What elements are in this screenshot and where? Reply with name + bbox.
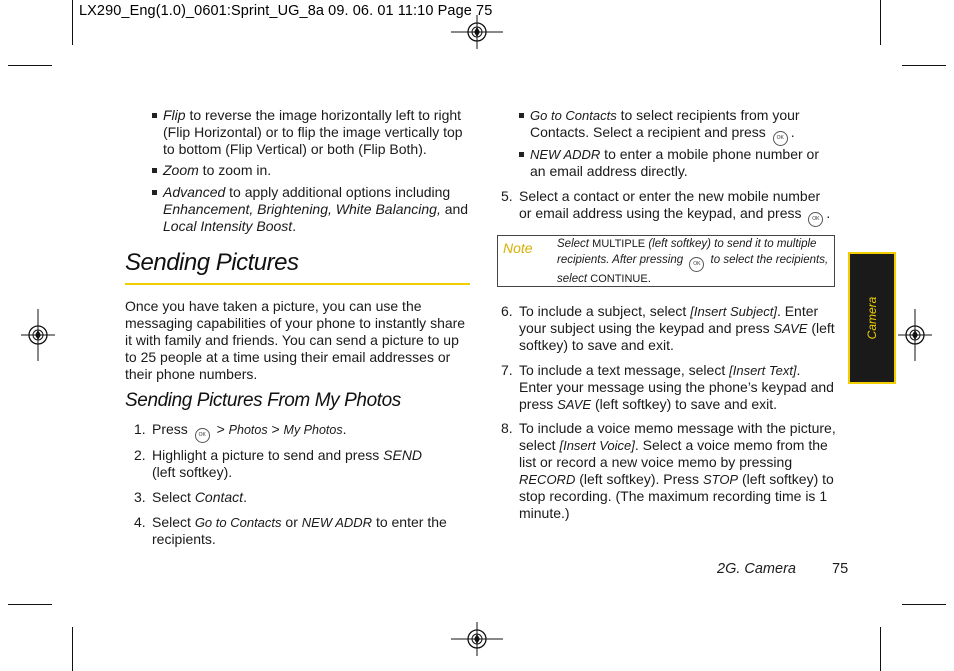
note-box: [497, 235, 835, 287]
registration-mark-icon: [451, 15, 503, 49]
bullet-icon: [519, 113, 524, 118]
step-item: 3. Select Contact.: [134, 489, 247, 505]
option-description: to zoom in.: [198, 162, 272, 178]
step-item: 8. To include a voice memo message with the picture, select [Insert Voice]. Select a voice memo from the list or record a new voice memo by pressing RECORD (left softkey). Press STOP (left softkey) to stop recording. (The maximum recording time is 1 minute.): [501, 420, 836, 521]
bullet-icon: [152, 113, 157, 118]
crop-mark: [880, 0, 881, 45]
list-item: Go to Contacts to select recipients from your Contacts. Select a recipient and press OK .: [519, 107, 837, 146]
option-name: Zoom: [163, 162, 199, 178]
note-label: Note: [503, 240, 533, 256]
option-name: Flip: [163, 107, 186, 123]
option-name: NEW ADDR: [530, 147, 601, 162]
heading-rule: [125, 283, 470, 285]
step-item: 2. Highlight a picture to send and press SEND (left softkey).: [134, 447, 423, 480]
registration-mark-icon: [898, 309, 932, 361]
bullet-icon: [519, 152, 524, 157]
list-item: [152, 162, 470, 179]
option-description: to reverse the image horizontally left to right (Flip Horizontal) or to flip the image vertically top to bottom (Flip Vertical) or both (Flip Both).: [163, 107, 463, 157]
bullet-icon: [152, 168, 157, 173]
section-heading: Sending Pictures: [125, 249, 299, 276]
step-item: 6. To include a subject, select [Insert Subject]. Enter your subject using the keypad and press SAVE (left softkey) to save and exit.: [501, 303, 835, 353]
subsection-heading: Sending Pictures From My Photos: [125, 390, 401, 411]
section-tab-label: Camera: [865, 296, 879, 340]
step-item: 7. To include a text message, select [Insert Text]. Enter your message using the phone’s keypad and press SAVE (left softkey) to save and exit.: [501, 362, 834, 412]
option-name: Go to Contacts: [530, 108, 617, 123]
step-item: 5. Select a contact or enter the new mobile number or email address using the keypad, and press OK .: [501, 188, 836, 227]
intro-paragraph: Once you have taken a picture, you can use the messaging capabilities of your phone to instantly share it with family and friends. You can send a picture to up to 25 people at a time using their email addresses or their phone numbers.: [125, 298, 466, 382]
page-number: 75: [832, 561, 849, 577]
crop-mark: [902, 604, 946, 605]
step-item: 4. Select Go to Contacts or NEW ADDR to enter the recipients.: [134, 514, 447, 547]
note-text: Select MULTIPLE (left softkey) to send it to multiple recipients. After pressing OK to select the recipients, select CONTINUE.: [557, 238, 829, 285]
crop-mark: [8, 65, 52, 66]
footer-section: 2G. Camera: [717, 561, 796, 577]
ok-key-icon: OK: [689, 257, 704, 272]
ok-key-icon: OK: [773, 131, 788, 146]
crop-mark: [902, 65, 946, 66]
list-item: NEW ADDR to enter a mobile phone number or an email address directly.: [519, 146, 837, 180]
print-slug: LX290_Eng(1.0)_0601:Sprint_UG_8a 09. 06. 01 11:10 Page 75: [79, 3, 493, 19]
ok-key-icon: OK: [808, 212, 823, 227]
crop-mark: [880, 627, 881, 671]
bullet-icon: [152, 190, 157, 195]
crop-mark: [8, 604, 52, 605]
option-name: Advanced: [163, 184, 226, 200]
list-item: [152, 107, 470, 158]
list-item: Advanced to apply additional options including Enhancement, Brightening, White Balancing, and Local Intensity Boost.: [152, 184, 470, 235]
registration-mark-icon: [451, 622, 503, 656]
section-tab: [848, 252, 896, 384]
crop-mark: [72, 627, 73, 671]
crop-mark: [72, 0, 73, 45]
registration-mark-icon: [21, 309, 55, 361]
ok-key-icon: OK: [195, 428, 210, 443]
step-item: 1. Press OK > Photos > My Photos.: [134, 421, 449, 443]
